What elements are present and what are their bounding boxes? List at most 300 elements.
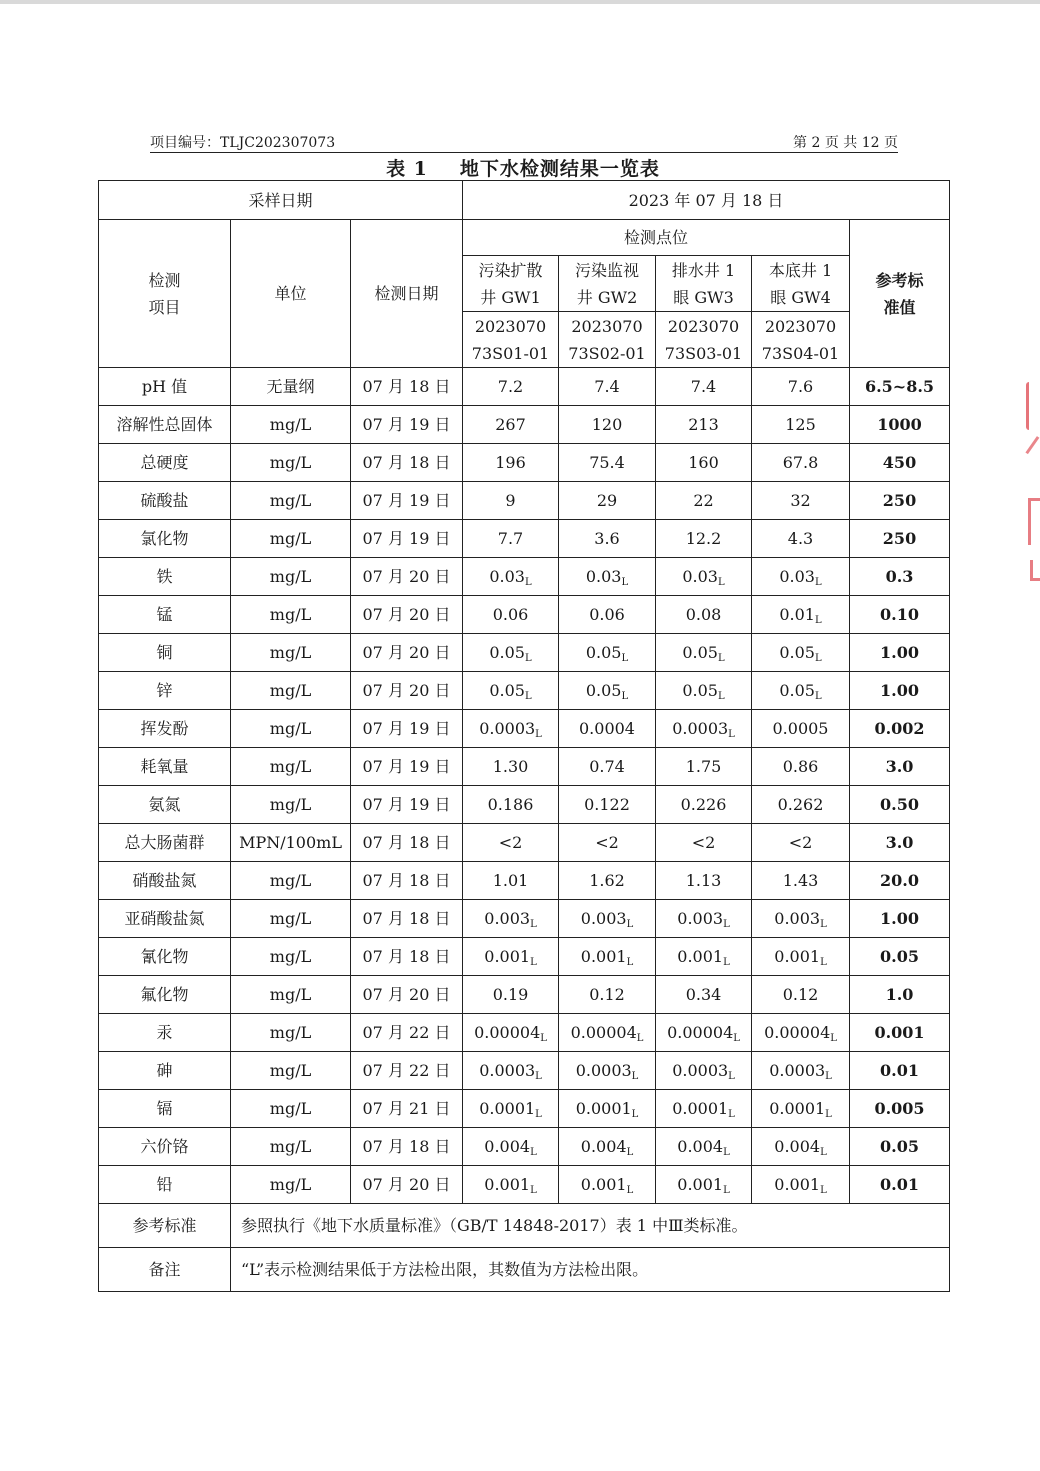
point-name: 本底井 1 眼 GW4 [752,256,850,312]
row-value [559,710,656,748]
value-number: 3.6 [594,529,620,548]
below-limit-flag: L [530,1185,537,1196]
row-unit: mg/L [231,748,351,786]
row-item: 镉 [99,1090,231,1128]
table-foot [99,1204,950,1292]
row-value [463,1014,559,1052]
row-date: 07 月 20 日 [351,976,463,1014]
row-standard: 1000 [850,406,950,444]
value-number: 0.03 [682,567,718,586]
value-number: 0.00004 [570,1023,637,1042]
row-value [656,596,752,634]
value-number: 0.0003 [672,719,729,738]
row-value [559,406,656,444]
row-value [559,1090,656,1128]
row-value [752,862,850,900]
row-item: 锰 [99,596,231,634]
value-number: 213 [688,415,719,434]
below-limit-flag: L [717,691,725,702]
value-number: 0.003 [774,909,821,928]
row-standard: 20.0 [850,862,950,900]
row-value [463,520,559,558]
value-number: 0.12 [782,985,819,1004]
row-value [752,520,850,558]
row-value [559,520,656,558]
row-item: 汞 [99,1014,231,1052]
row-value [656,710,752,748]
row-date: 07 月 19 日 [351,482,463,520]
row-value [463,558,559,596]
row-date: 07 月 20 日 [351,558,463,596]
row-unit: mg/L [231,710,351,748]
row-value [656,634,752,672]
row-value [752,444,850,482]
row-value [463,748,559,786]
row-standard: 250 [850,482,950,520]
row-value [656,1052,752,1090]
row-item: 耗氧量 [99,748,231,786]
row-value [559,748,656,786]
sampling-date-label: 采样日期 [99,181,463,220]
value-number: 1.62 [589,871,625,890]
row-value [463,406,559,444]
value-number: 120 [591,415,623,434]
row-standard: 6.5~8.5 [850,368,950,406]
table-row [99,748,950,786]
value-number: 4.3 [787,529,814,548]
row-value [559,1128,656,1166]
unit-label: 单位 [231,220,351,368]
row-value [752,976,850,1014]
row-standard: 1.0 [850,976,950,1014]
value-number: 0.86 [782,757,819,776]
below-limit-flag: L [626,1185,634,1196]
point-code: 202307073S01-01 [463,312,559,368]
below-limit-flag: L [530,1147,537,1158]
row-unit: mg/L [231,672,351,710]
row-value [559,672,656,710]
row-item: 氨氮 [99,786,231,824]
value-number: 0.0005 [772,719,829,738]
value-number: 67.8 [782,453,819,472]
table-row [99,596,950,634]
value-number: 0.05 [779,643,815,662]
row-unit: mg/L [231,1014,351,1052]
value-number: 7.4 [594,377,620,396]
row-unit: mg/L [231,444,351,482]
value-number: 0.05 [585,643,622,662]
value-number: 0.0003 [769,1061,826,1080]
below-limit-flag: L [820,1185,827,1196]
value-number: 1.43 [782,871,819,890]
row-value [656,558,752,596]
reference-label: 参考标准 [99,1204,231,1248]
row-item: 铁 [99,558,231,596]
points-label: 检测点位 [463,220,850,256]
table-head [99,181,950,368]
row-standard: 450 [850,444,950,482]
row-standard: 1.00 [850,900,950,938]
row-date: 07 月 20 日 [351,672,463,710]
value-number: 0.03 [585,567,622,586]
point-code: 202307073S03-01 [656,312,752,368]
row-value [559,862,656,900]
value-number: 75.4 [589,453,625,472]
row-item: 氯化物 [99,520,231,558]
below-limit-flag: L [631,1109,639,1120]
row-value [656,482,752,520]
below-limit-flag: L [723,1147,730,1158]
row-item: 锌 [99,672,231,710]
row-item: 氰化物 [99,938,231,976]
table-row [99,900,950,938]
row-date: 07 月 19 日 [351,520,463,558]
row-value [656,824,752,862]
below-limit-flag: L [621,691,629,702]
value-number: 7.6 [787,377,814,396]
row-value [463,596,559,634]
row-item: 溶解性总固体 [99,406,231,444]
below-limit-flag: L [825,1109,832,1120]
item-label: 检测项目 [99,220,231,368]
row-unit: mg/L [231,786,351,824]
value-number: <2 [788,833,813,852]
row-value [559,976,656,1014]
below-limit-flag: L [621,577,629,588]
value-number: 0.001 [677,947,724,966]
value-number: 0.001 [774,1175,821,1194]
below-limit-flag: L [540,1033,547,1044]
page-info: 第 2 页 共 12 页 [793,135,898,151]
below-limit-flag: L [530,919,537,930]
below-limit-flag: L [814,615,822,626]
scan-top-edge [0,0,1040,4]
value-number: 0.08 [685,605,722,624]
value-number: 0.05 [682,681,718,700]
value-number: 0.0001 [479,1099,536,1118]
row-standard: 0.3 [850,558,950,596]
value-number: 0.0003 [575,1061,632,1080]
value-number: 0.06 [589,605,625,624]
below-limit-flag: L [728,729,735,740]
table-row [99,938,950,976]
value-number: 0.0003 [479,1061,536,1080]
row-standard: 3.0 [850,748,950,786]
value-number: 29 [596,491,618,510]
value-number: 196 [495,453,526,472]
project-number: 项目编号：TLJC202307073 [150,135,336,151]
value-number: 7.4 [690,377,717,396]
value-number: 22 [693,491,714,510]
row-value [752,900,850,938]
row-standard: 0.005 [850,1090,950,1128]
row-unit: mg/L [231,558,351,596]
value-number: 0.004 [484,1137,531,1156]
table-title-text: 地下水检测结果一览表 [459,158,660,180]
below-limit-flag: L [728,1109,735,1120]
value-number: 0.0001 [672,1099,729,1118]
value-number: 0.19 [492,985,529,1004]
sampling-date: 2023 年 07 月 18 日 [463,181,950,220]
row-date: 07 月 18 日 [351,900,463,938]
below-limit-flag: L [814,653,822,664]
row-value [752,1014,850,1052]
value-number: 1.30 [492,757,529,776]
value-number: 0.00004 [474,1023,541,1042]
below-limit-flag: L [717,653,725,664]
value-number: 0.122 [584,795,630,814]
value-number: 0.003 [484,909,531,928]
row-date: 07 月 19 日 [351,710,463,748]
row-value [559,558,656,596]
row-item: 氟化物 [99,976,231,1014]
seal-stamp-fragment [1026,382,1040,430]
table-row [99,1052,950,1090]
row-value [463,1090,559,1128]
table-row [99,558,950,596]
value-number: 0.001 [484,1175,531,1194]
point-name: 污染扩散井 GW1 [463,256,559,312]
row-value [463,444,559,482]
row-value [463,900,559,938]
below-limit-flag: L [733,1033,740,1044]
row-value [752,672,850,710]
row-value [559,368,656,406]
row-standard: 0.10 [850,596,950,634]
value-number: 267 [495,415,526,434]
value-number: <2 [498,833,523,852]
row-item: pH 值 [99,368,231,406]
row-value [463,938,559,976]
value-number: 1.13 [685,871,722,890]
row-value [463,824,559,862]
row-unit: mg/L [231,1052,351,1090]
row-value [656,976,752,1014]
value-number: 0.12 [589,985,625,1004]
value-number: 0.004 [580,1137,627,1156]
seal-stamp-fragment [1030,560,1040,581]
row-item: 铜 [99,634,231,672]
row-unit: mg/L [231,938,351,976]
value-number: 0.05 [585,681,622,700]
row-unit: mg/L [231,1166,351,1204]
value-number: 0.001 [580,947,627,966]
row-value [559,824,656,862]
row-standard: 1.00 [850,634,950,672]
row-value [559,444,656,482]
row-value [656,444,752,482]
row-value [752,482,850,520]
value-number: 0.003 [580,909,627,928]
row-unit: mg/L [231,862,351,900]
row-value [463,1166,559,1204]
below-limit-flag: L [535,1071,542,1082]
below-limit-flag: L [830,1033,837,1044]
value-number: 0.001 [484,947,531,966]
value-number: 0.004 [677,1137,724,1156]
row-unit: mg/L [231,900,351,938]
below-limit-flag: L [524,691,532,702]
below-limit-flag: L [535,729,542,740]
below-limit-flag: L [626,1147,634,1158]
below-limit-flag: L [626,919,634,930]
value-number: 0.34 [685,985,722,1004]
row-value [656,900,752,938]
results-table [98,180,950,1292]
row-date: 07 月 18 日 [351,368,463,406]
row-date: 07 月 18 日 [351,1128,463,1166]
table-row [99,1166,950,1204]
row-standard: 0.01 [850,1166,950,1204]
row-unit: MPN/100mL [231,824,351,862]
row-value [752,786,850,824]
test-date-label: 检测日期 [351,220,463,368]
value-number: 1.75 [685,757,722,776]
row-value [559,1014,656,1052]
below-limit-flag: L [636,1033,644,1044]
row-standard: 0.001 [850,1014,950,1052]
table-row [99,976,950,1014]
row-item: 挥发酚 [99,710,231,748]
row-value [656,368,752,406]
row-item: 总硬度 [99,444,231,482]
table-row [99,482,950,520]
row-date: 07 月 19 日 [351,406,463,444]
table-row [99,368,950,406]
row-item: 砷 [99,1052,231,1090]
table-row [99,520,950,558]
row-value [752,634,850,672]
reference-text: 参照执行《地下水质量标准》（GB/T 14848-2017）表 1 中Ⅲ类标准。 [231,1204,950,1248]
row-item: 硫酸盐 [99,482,231,520]
row-value [559,786,656,824]
row-value [656,938,752,976]
value-number: 0.03 [779,567,815,586]
row-value [559,938,656,976]
value-number: 0.004 [774,1137,821,1156]
row-value [656,786,752,824]
row-value [463,786,559,824]
value-number: 0.001 [774,947,821,966]
value-number: 0.00004 [764,1023,831,1042]
value-number: 0.74 [589,757,625,776]
page-header [150,132,898,152]
value-number: 0.00004 [667,1023,734,1042]
row-value [463,482,559,520]
value-number: 0.0004 [579,719,635,738]
value-number: 0.0003 [479,719,536,738]
row-unit: mg/L [231,482,351,520]
row-standard: 1.00 [850,672,950,710]
value-number: 0.001 [580,1175,627,1194]
table-row [99,672,950,710]
row-value [752,406,850,444]
row-value [752,1166,850,1204]
row-value [559,482,656,520]
below-limit-flag: L [825,1071,832,1082]
value-number: 0.03 [489,567,525,586]
row-date: 07 月 21 日 [351,1090,463,1128]
below-limit-flag: L [723,919,730,930]
row-value [752,938,850,976]
table-row [99,444,950,482]
below-limit-flag: L [717,577,725,588]
table-body [99,368,950,1204]
row-standard: 0.50 [850,786,950,824]
value-number: 0.01 [779,605,815,624]
row-standard: 0.002 [850,710,950,748]
value-number: 1.01 [492,871,529,890]
standard-label: 参考标准值 [850,220,950,368]
seal-stamp-fragment [1025,436,1040,460]
row-value [752,748,850,786]
row-value [656,520,752,558]
row-value [559,1052,656,1090]
value-number: 0.0001 [769,1099,826,1118]
row-item: 六价铬 [99,1128,231,1166]
row-value [559,900,656,938]
remark-text: “L”表示检测结果低于方法检出限，其数值为方法检出限。 [231,1248,950,1292]
value-number: 0.262 [777,795,824,814]
value-number: <2 [691,833,716,852]
row-value [463,862,559,900]
value-number: <2 [595,833,619,852]
value-number: 32 [790,491,811,510]
below-limit-flag: L [524,653,532,664]
value-number: 0.06 [492,605,529,624]
row-value [752,710,850,748]
row-value [463,368,559,406]
below-limit-flag: L [820,1147,827,1158]
row-standard: 0.01 [850,1052,950,1090]
row-unit: 无量纲 [231,368,351,406]
row-standard: 250 [850,520,950,558]
value-number: 160 [688,453,719,472]
below-limit-flag: L [723,957,730,968]
value-number: 0.0001 [575,1099,632,1118]
row-value [463,710,559,748]
below-limit-flag: L [723,1185,730,1196]
row-value [559,1166,656,1204]
value-number: 0.186 [487,795,534,814]
row-value [656,1166,752,1204]
row-unit: mg/L [231,520,351,558]
row-unit: mg/L [231,976,351,1014]
row-value [559,596,656,634]
row-unit: mg/L [231,1090,351,1128]
row-date: 07 月 22 日 [351,1052,463,1090]
row-value [656,862,752,900]
below-limit-flag: L [820,957,827,968]
row-value [463,1128,559,1166]
table-row [99,862,950,900]
row-value [463,976,559,1014]
row-date: 07 月 18 日 [351,938,463,976]
row-unit: mg/L [231,406,351,444]
below-limit-flag: L [524,577,532,588]
table-row [99,710,950,748]
row-value [463,672,559,710]
row-standard: 0.05 [850,938,950,976]
row-date: 07 月 20 日 [351,1166,463,1204]
point-name: 排水井 1 眼 GW3 [656,256,752,312]
value-number: 0.05 [682,643,718,662]
row-standard: 0.05 [850,1128,950,1166]
row-value [559,634,656,672]
table-row [99,1128,950,1166]
row-item: 总大肠菌群 [99,824,231,862]
below-limit-flag: L [814,691,822,702]
